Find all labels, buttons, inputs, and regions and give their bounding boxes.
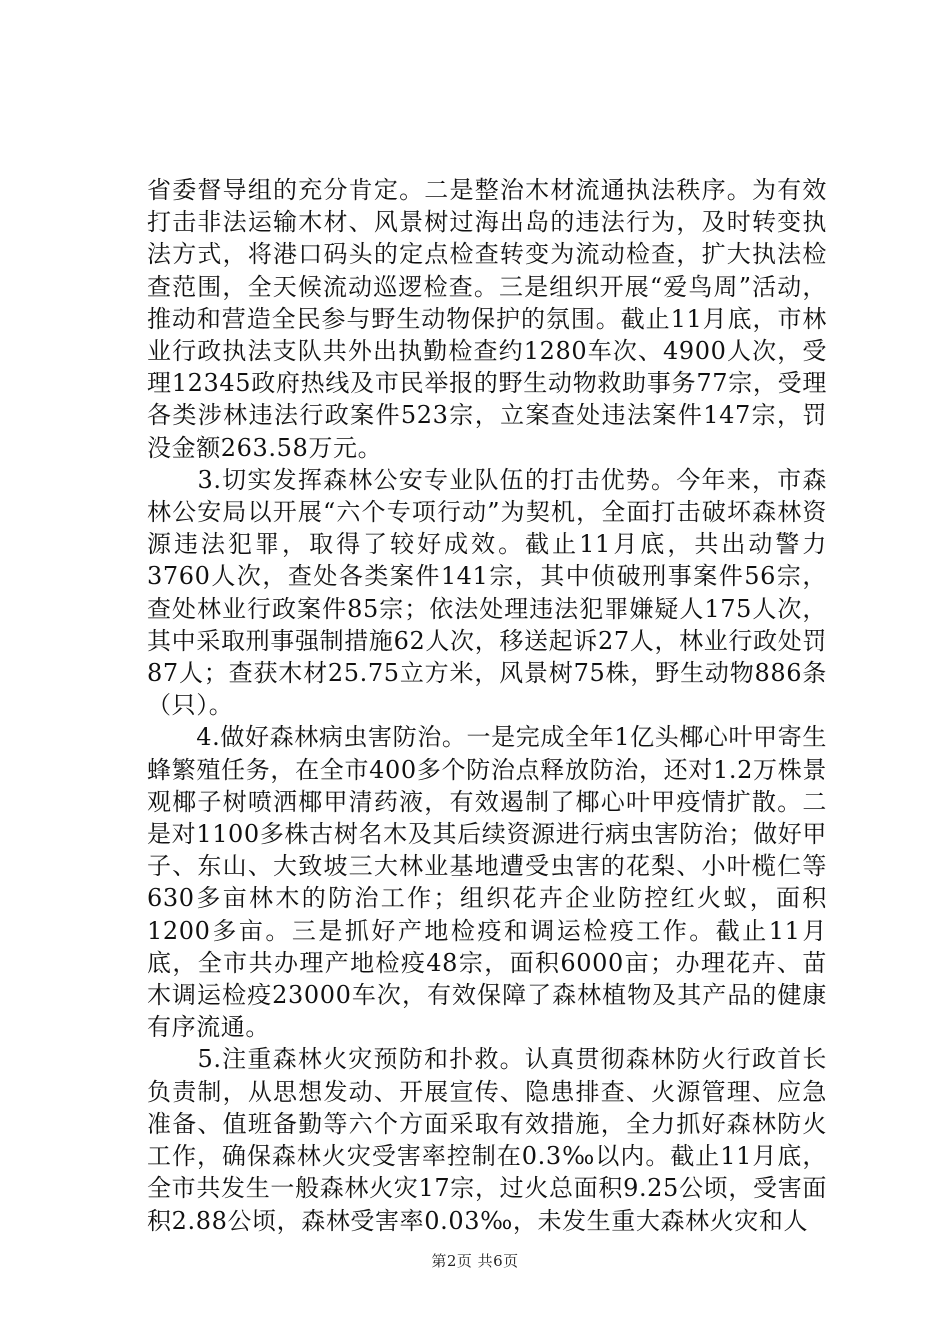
document-body (147, 174, 827, 1237)
page-number-footer: 第2页 共6页 (431, 1252, 519, 1270)
paragraph-fire-prevention: 5.注重森林火灾预防和扑救。认真贯彻森林防火行政首长负责制，从思想发动、开展宣传、隐患排查、火源管理、应急准备、值班备勤等六个方面采取有效措施，全力抓好森林防火工作，确保森林火灾受害率控制在0.3‰以内。截止11月底，全市共发生一般森林火灾17宗，过火总面积9.25公顷，受害面积2.88公顷，森林受害率0.03‰，未发生重大森林火灾和人 (147, 1045, 827, 1235)
paragraph-pest-control: 4.做好森林病虫害防治。一是完成全年1亿头椰心叶甲寄生蜂繁殖任务，在全市400多个防治点释放防治，还对1.2万株景观椰子树喷洒椰甲清药液，有效遏制了椰心叶甲疫情扩散。二是对1100多株古树名木及其后续资源进行病虫害防治；做好甲子、东山、大致坡三大林业基地遭受虫害的花梨、小叶榄仁等630多亩林木的防治工作；组织花卉企业防控红火蚁，面积1200多亩。三是抓好产地检疫和调运检疫工作。截止11月底，全市共办理产地检疫48宗，面积6000亩；办理花卉、苗木调运检疫23000车次，有效保障了森林植物及其产品的健康有序流通。 (147, 723, 827, 1042)
paragraph-continuation: 省委督导组的充分肯定。二是整治木材流通执法秩序。为有效打击非法运输木材、风景树过海出岛的违法行为，及时转变执法方式，将港口码头的定点检查转变为流动检查，扩大执法检查范围，全天候流动巡逻检查。三是组织开展“爱鸟周”活动，推动和营造全民参与野生动物保护的氛围。截止11月底，市林业行政执法支队共外出执勤检查约1280车次、4900人次，受理12345政府热线及市民举报的野生动物救助事务77宗，受理各类涉林违法行政案件523宗，立案查处违法案件147宗，罚没金额263.58万元。 (147, 176, 827, 462)
paragraph-forest-police: 3.切实发挥森林公安专业队伍的打击优势。今年来，市森林公安局以开展“六个专项行动”为契机，全面打击破坏森林资源违法犯罪，取得了较好成效。截止11月底，共出动警力3760人次，查处各类案件141宗，其中侦破刑事案件56宗，查处林业行政案件85宗；依法处理违法犯罪嫌疑人175人次，其中采取刑事强制措施62人次，移送起诉27人，林业行政处罚87人；查获木材25.75立方米，风景树75株，野生动物886条（只）。 (147, 465, 827, 720)
